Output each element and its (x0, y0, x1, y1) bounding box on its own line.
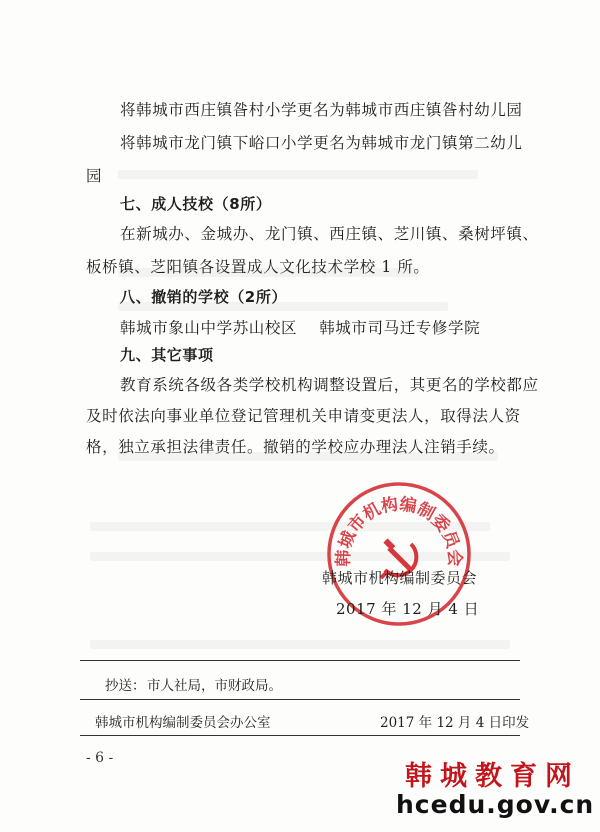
footer-bottom-rule (80, 735, 520, 736)
signature-date: 2017 年 12 月 4 日 (336, 600, 480, 618)
signature-organization: 韩城市机构编制委员会 (322, 569, 478, 587)
paragraph-other-matters: 教育系统各级各类学校机构调整设置后，其更名的学校都应 (120, 376, 539, 394)
page-number: - 6 - (86, 750, 114, 766)
footer-top-rule (80, 660, 520, 661)
section-heading-other-matters: 九、其它事项 (120, 346, 214, 364)
watermark-domain: hcedu.gov.cn (396, 790, 595, 819)
bleed-through-mark (118, 170, 478, 179)
paragraph-adult-schools-cont: 板桥镇、芝阳镇各设置成人文化技术学校 1 所。 (86, 258, 430, 276)
paragraph-rename-xiayukou: 将韩城市龙门镇下峪口小学更名为韩城市龙门镇第二幼儿 (120, 134, 523, 152)
section-heading-adult-schools: 七、成人技校（8所） (120, 195, 272, 213)
cc-label: 抄送： (105, 678, 146, 694)
paragraph-revoked-schools: 韩城市象山中学苏山校区 韩城市司马迁专修学院 (120, 319, 481, 337)
section-heading-revoked-schools: 八、撤销的学校（2所） (120, 288, 288, 306)
footer-middle-rule (80, 699, 520, 700)
issue-date: 2017 年 12 月 4 日印发 (380, 715, 530, 731)
watermark-site-name: 韩城教育网 (405, 761, 580, 792)
svg-text:韩城市机构编制委员会: 韩城市机构编制委员会 (333, 494, 465, 568)
paragraph-other-matters-cont2: 格，独立承担法律责任。撤销的学校应办理法人注销手续。 (86, 438, 505, 456)
paragraph-adult-schools: 在新城办、金城办、龙门镇、西庄镇、芝川镇、桑树坪镇、 (120, 225, 539, 243)
paragraph-rename-xiayukou-cont: 园 (86, 167, 103, 185)
issuing-office: 韩城市机构编制委员会办公室 (95, 715, 271, 731)
cc-recipients: 市人社局，市财政局。 (147, 678, 282, 694)
bleed-through-mark (90, 640, 510, 649)
paragraph-other-matters-cont: 及时依法向事业单位登记管理机关申请变更法人，取得法人资 (86, 407, 521, 425)
paragraph-rename-zancun: 将韩城市西庄镇昝村小学更名为韩城市西庄镇昝村幼儿园 (120, 101, 523, 119)
